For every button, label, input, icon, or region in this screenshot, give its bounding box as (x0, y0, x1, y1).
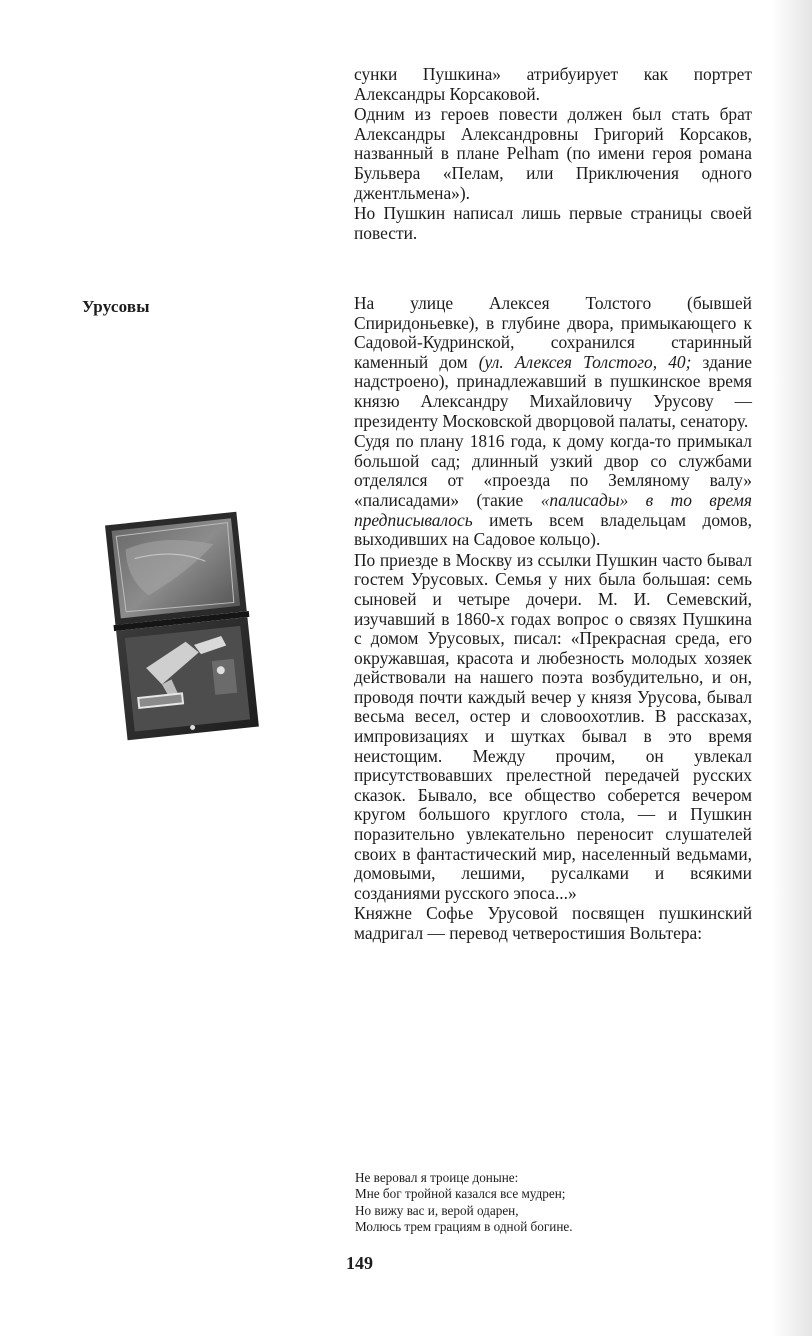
intro-paragraph-1: сунки Пушкина» атрибуирует как портрет Александры Корсаковой. (354, 64, 752, 104)
section-paragraph-1-text-b: здание надстроено), принадлежавший в пушкинское время князю Александру Михайловичу Урусову — президенту Московской дворцовой палаты, сенатору. (354, 351, 752, 431)
address-note: (ул. Алексея Толстого, 40; (478, 351, 692, 372)
section-paragraph-1 (354, 294, 752, 431)
poem-line-2: Мне бог тройной казался все мудрен; (355, 1186, 566, 1202)
section-paragraph-2 (354, 432, 752, 550)
intro-paragraph-2: Одним из героев повести должен был стать брат Александры Александровны Григорий Корсаков, названный в плане Pelham (по имени героя романа Бульвера «Пелам, или Приключения одного джентльмена»). (354, 104, 752, 203)
illustration-open-case (101, 507, 264, 745)
poem-line-4: Молюсь трем грациям в одной богине. (355, 1219, 573, 1235)
poem-line-1: Не веровал я троице доныне: (355, 1170, 519, 1185)
section-heading: Урусовы (82, 297, 150, 316)
intro-text-block (354, 65, 752, 243)
madrigal-poem (355, 1170, 755, 1236)
section-text-block (354, 294, 752, 944)
section-paragraph-3: По приезде в Москву из ссылки Пушкин часто бывал гостем Урусовых. Семья у них была большая: семь сыновей и четыре дочери. М. И. Семевский, изучавший в 1860-х годах вопрос о связях Пушкина с домом Урусовых, писал: «Прекрасная среда, его окружавшая, красота и любезность молодых хозяек действовали на нашего поэта возбудительно, и он, проводя почти каждый вечер у князя Урусова, бывал весьма весел, остер и словоохотлив. В рассказах, импровизациях и шутках бывал в это время неистощим. Между прочим, он увлекал присутствовавших прелестной передачей русских сказок. Бывало, все общество соберется вечером кругом большого круглого стола, — и Пушкин поразительно увлекательно переносит слушателей своих в фантастический мир, населенный ведьмами, домовыми, лешими, русалками и всякими созданиями русского эпоса...» (354, 549, 752, 903)
page-number: 149 (346, 1253, 373, 1273)
page-edge-shadow (772, 0, 812, 1336)
open-case-icon (101, 507, 264, 745)
section-paragraph-4: Княжне Софье Урусовой посвящен пушкинский мадригал — перевод четверостишия Вольтера: (354, 903, 752, 943)
palisade-note: «палисады» в то время предписывалось (354, 489, 752, 530)
section-paragraph-1-text-a: На улице Алексея Толстого (бывшей Спиридоньевке), в глубине двора, примыкающего к Садовой-Кудринской, сохранился старинный каменный дом (354, 293, 752, 372)
section-paragraph-2-text-a: Судя по плану 1816 года, к дому когда-то примыкал большой сад; длинный узкий двор со службами отделялся от «проезда по Земляному валу» «палисадами» (такие (354, 431, 752, 510)
poem-line-3: Но вижу вас и, верой одарен, (355, 1202, 519, 1218)
section-paragraph-2-text-b: иметь всем владельцам домов, выходивших на Садовое кольцо). (354, 509, 752, 550)
intro-paragraph-3: Но Пушкин написал лишь первые страницы своей повести. (354, 203, 752, 243)
